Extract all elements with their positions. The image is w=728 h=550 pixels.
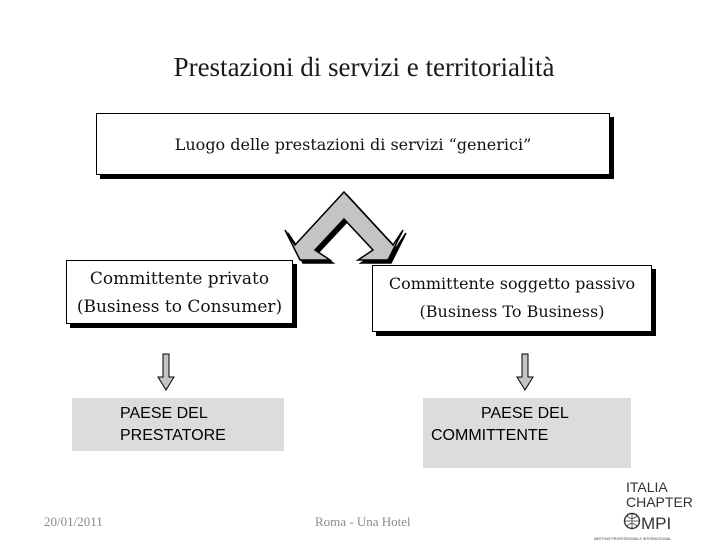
provider-country-line2: PRESTATORE	[120, 427, 226, 444]
private-client-title: Committente privato	[89, 269, 270, 289]
logo-tagline: MEETING PROFESSIONALS INTERNATIONAL	[594, 537, 672, 541]
business-client-title-a: Committente	[388, 274, 500, 293]
generic-services-box	[96, 113, 610, 175]
provider-country-box	[72, 398, 284, 451]
generic-services-label: Luogo delle prestazioni di servizi “generici”	[174, 135, 532, 154]
logo-line2: CHAPTER	[626, 494, 693, 510]
slide-title: Prestazioni di servizi e territorialità	[173, 52, 555, 82]
business-client-title-b: soggetto passivo	[499, 274, 636, 293]
private-client-box	[66, 260, 293, 324]
logo-mark: MPI	[641, 514, 672, 533]
footer-date: 20/01/2011	[44, 514, 103, 529]
mpi-italia-logo	[584, 478, 728, 546]
footer-location: Roma - Una Hotel	[315, 514, 411, 529]
business-client-box	[372, 265, 652, 332]
private-client-subtitle: (Business to Consumer)	[76, 297, 283, 317]
provider-country-line1: PAESE DEL	[120, 405, 208, 422]
down-arrow-right-icon	[516, 353, 534, 391]
down-arrow-left-icon	[157, 353, 175, 391]
chevron-arrow-shape	[285, 192, 403, 260]
client-country-line1: PAESE DEL	[481, 405, 569, 422]
client-country-line2: COMMITTENTE	[431, 427, 549, 444]
logo-line1: ITALIA	[626, 479, 668, 495]
client-country-box	[423, 398, 631, 468]
business-client-subtitle: (Business To Business)	[419, 302, 605, 321]
